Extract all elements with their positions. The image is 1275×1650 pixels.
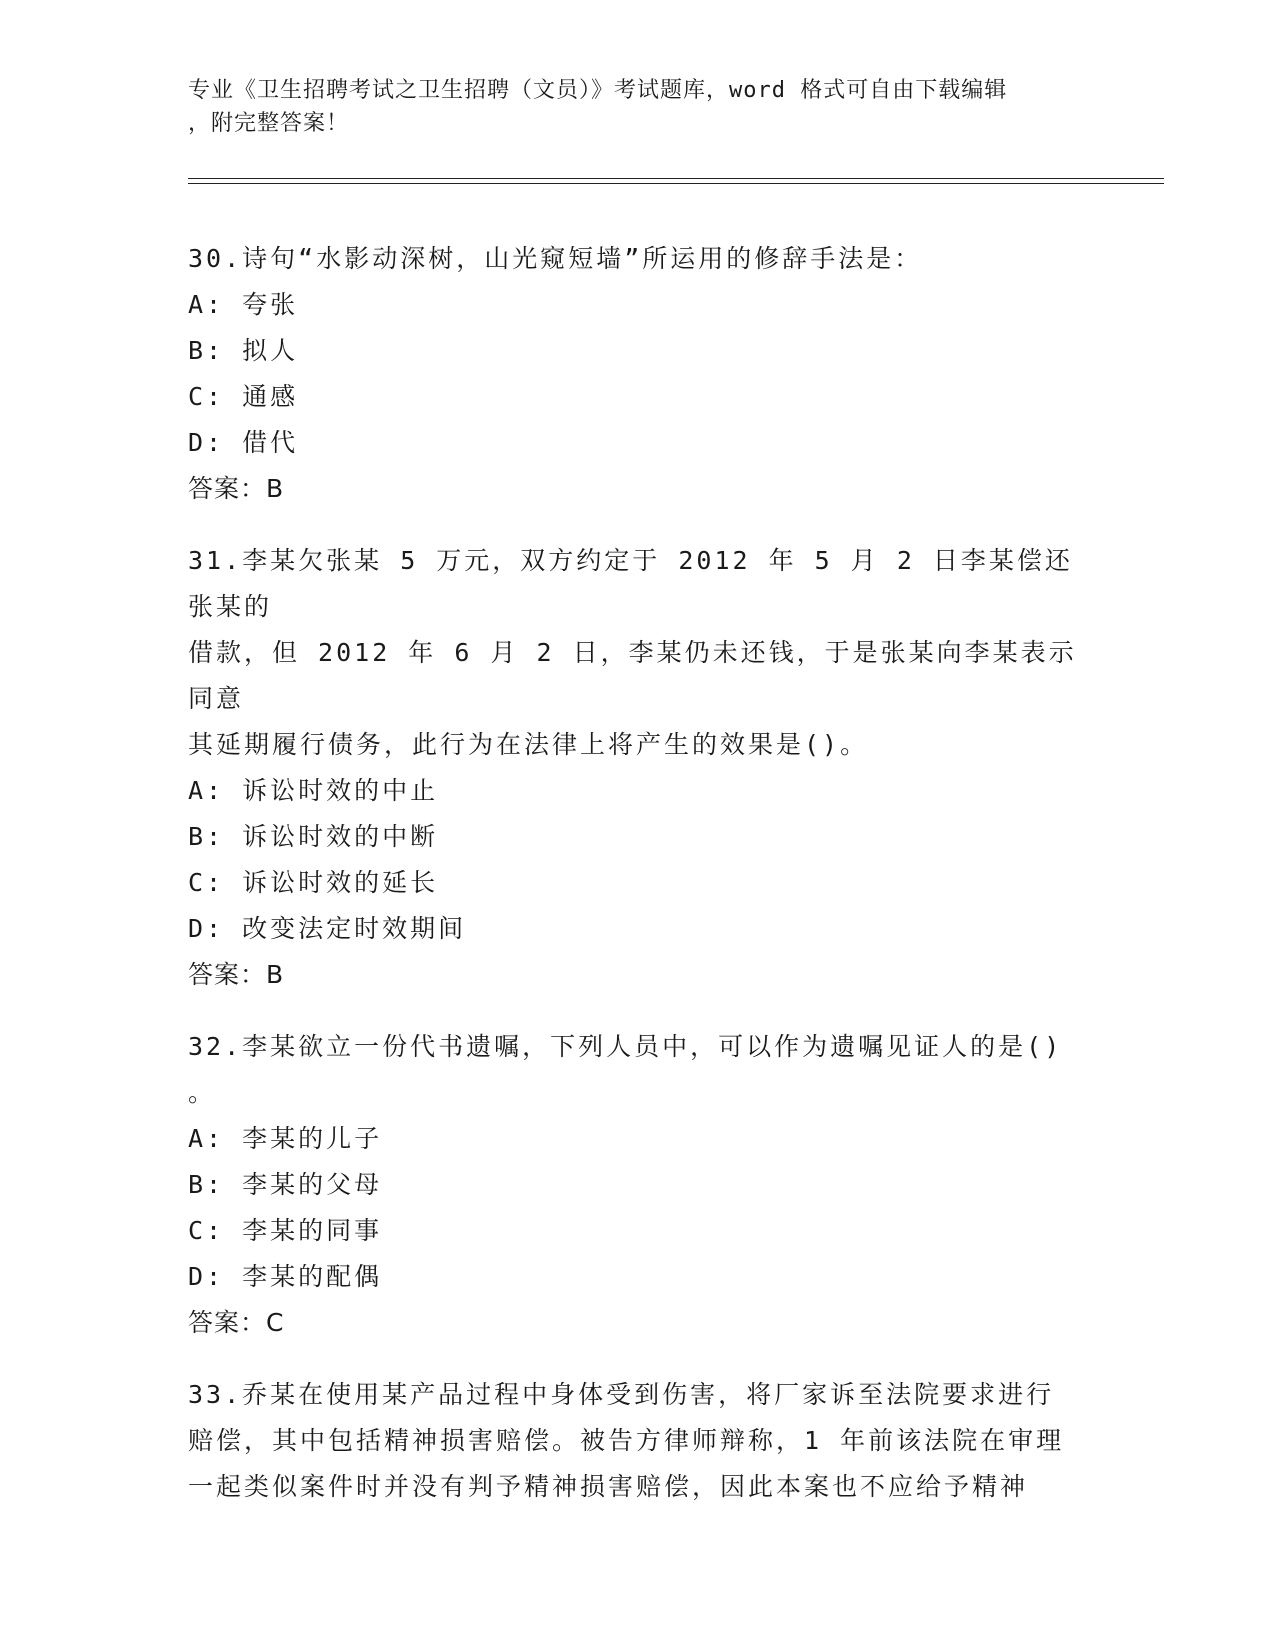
option-c: C: 通感 xyxy=(188,382,299,411)
option-a: A: 诉讼时效的中止 xyxy=(188,776,439,805)
question-33 xyxy=(188,1372,1088,1510)
question-30 xyxy=(188,236,1088,512)
option-b: B: 李某的父母 xyxy=(188,1170,383,1199)
option-a: A: 夸张 xyxy=(188,290,299,319)
option-a: A: 李某的儿子 xyxy=(188,1124,383,1153)
option-b: B: 拟人 xyxy=(188,336,299,365)
question-32 xyxy=(188,1024,1088,1346)
option-d: D: 李某的配偶 xyxy=(188,1262,383,1291)
answer-line: 答案：C xyxy=(188,1308,285,1337)
answer-line: 答案：B xyxy=(188,960,285,989)
option-b: B: 诉讼时效的中断 xyxy=(188,822,439,851)
document-header xyxy=(188,74,1088,140)
question-text: 32.李某欲立一份代书遗嘱，下列人员中，可以作为遗嘱见证人的是() 。 xyxy=(188,1032,1063,1107)
header-line-2: ，附完整答案！ xyxy=(188,111,350,136)
answer-line: 答案：B xyxy=(188,474,285,503)
question-list xyxy=(188,236,1088,1536)
question-text: 33.乔某在使用某产品过程中身体受到伤害，将厂家诉至法院要求进行 赔偿，其中包括精神损害赔偿。被告方律师辩称，1 年前该法院在审理 一起类似案件时并没有判予精神损害赔偿，因此本案也不应给予精神 xyxy=(188,1380,1065,1501)
option-c: C: 诉讼时效的延长 xyxy=(188,868,439,897)
option-c: C: 李某的同事 xyxy=(188,1216,383,1245)
header-divider-bottom xyxy=(188,183,1164,184)
header-line-1: 专业《卫生招聘考试之卫生招聘（文员）》考试题库，word 格式可自由下载编辑 xyxy=(188,78,1008,103)
option-d: D: 改变法定时效期间 xyxy=(188,914,467,943)
header-divider-top xyxy=(188,178,1164,179)
option-d: D: 借代 xyxy=(188,428,299,457)
question-text: 31.李某欠张某 5 万元，双方约定于 2012 年 5 月 2 日李某偿还张某的 借款，但 2012 年 6 月 2 日，李某仍未还钱，于是张某向李某表示同意 其延期履行债务，此行为在法律上将产生的效果是()。 xyxy=(188,546,1077,759)
question-31 xyxy=(188,538,1088,998)
question-text: 30.诗句“水影动深树，山光窥短墙”所运用的修辞手法是： xyxy=(188,244,923,273)
